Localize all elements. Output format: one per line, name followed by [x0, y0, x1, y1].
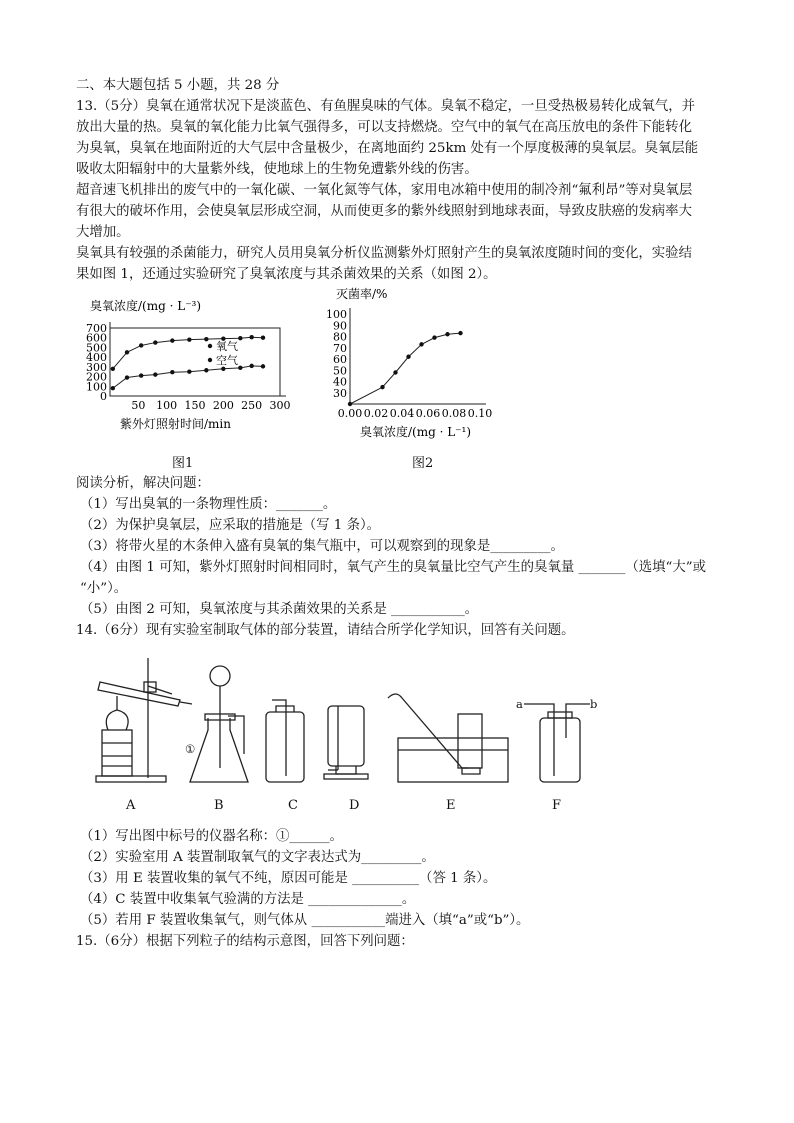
data-point: [419, 342, 423, 346]
apparatus-b: [190, 666, 248, 782]
x-axis-label: 紫外灯照射时间/min: [120, 417, 231, 431]
apparatus-label-f: F: [552, 798, 562, 813]
q13-sub-3: （3）将带火星的木条伸入盛有臭氧的集气瓶中，可以观察到的现象是_________。: [80, 539, 564, 554]
apparatus-label-c: C: [288, 798, 298, 813]
x-axis-label: 臭氧浓度/(mg · L⁻¹): [360, 425, 472, 439]
y-tick-label: 50: [333, 364, 347, 378]
data-point: [125, 350, 129, 354]
series-line: [350, 333, 461, 404]
data-point: [458, 331, 462, 335]
q14-stem: 14.（6分）现有实验室制取气体的部分装置，请结合所学化学知识，回答有关问题。: [76, 623, 575, 638]
x-tick-label: 0.06: [415, 407, 441, 420]
port-a-label: a: [516, 697, 523, 711]
y-tick-label: 400: [86, 351, 107, 365]
figure-1-chart: [80, 292, 300, 442]
y-tick-label: 60: [333, 353, 347, 366]
data-point: [380, 385, 384, 389]
q14-sub-1: （1）写出图中标号的仪器名称：①______。: [80, 829, 343, 844]
apparatus-f: [524, 704, 590, 782]
q13-line-5: 超音速飞机排出的废气中的一氧化碳、一氧化氮等气体，家用电冰箱中使用的制冷剂“氟利昂”等对臭氧层: [76, 183, 693, 198]
y-tick-label: 70: [333, 341, 347, 355]
data-point: [204, 368, 208, 372]
q13-sub-4: （4）由图 1 可知，紫外灯照射时间相同时，氧气产生的臭氧量比空气产生的臭氧量 _______（选填“大”或: [80, 560, 706, 575]
y-tick-label: 40: [333, 375, 347, 389]
q14-sub-4: （4）C 装置中收集氧气验满的方法是 ______________。: [80, 892, 416, 907]
y-tick-label: 90: [333, 319, 347, 333]
apparatus-label-a: A: [126, 798, 136, 813]
q14-sub-2: （2）实验室用 A 装置制取氧气的文字表达式为_________。: [80, 850, 435, 865]
data-point: [187, 370, 191, 374]
x-tick-label: 0.08: [441, 407, 467, 420]
plot-frame: [110, 328, 280, 396]
port-b-label: b: [590, 697, 598, 711]
x-tick-label: 0.02: [363, 407, 389, 420]
data-point: [221, 367, 225, 371]
y-tick-label: 300: [86, 360, 107, 374]
apparatus-label-b: B: [214, 798, 224, 813]
section-header: 二、本大题包括 5 小题，共 28 分: [76, 78, 280, 93]
data-point: [261, 364, 265, 368]
q13-sub-4b: “小”）。: [80, 581, 128, 596]
marker-1: ①: [185, 742, 196, 756]
apparatus-d: [324, 706, 368, 779]
q13-line-7: 大增加。: [76, 225, 130, 240]
y-tick-label: 200: [86, 370, 107, 384]
legend-marker: [208, 358, 212, 362]
y-tick-label: 600: [86, 331, 107, 345]
apparatus-c: [266, 700, 304, 782]
data-point: [170, 338, 174, 342]
x-tick-label: 50: [131, 399, 146, 412]
data-point: [249, 364, 253, 368]
data-point: [432, 335, 436, 339]
q13-line-8: 臭氧具有较强的杀菌能力，研究人员用臭氧分析仪监测紫外灯照射产生的臭氧浓度随时间的变化，实验结: [76, 246, 692, 261]
y-tick-label: 700: [86, 322, 107, 335]
y-tick-label: 30: [333, 386, 347, 400]
q13-line-3: 为臭氧，臭氧在地面附近的大气层中含量极少，在离地面约 25km 处有一个厚度极薄的臭氧层。臭氧层能: [76, 141, 699, 156]
apparatus-a: [96, 658, 192, 782]
x-tick-label: 300: [269, 399, 291, 412]
series-line: [113, 337, 263, 369]
q14-sub-3: （3）用 E 装置收集的氧气不纯，原因可能是 __________（答 1 条）。: [80, 871, 497, 886]
y-tick-label: 80: [333, 330, 347, 344]
x-tick-label: 100: [156, 399, 178, 412]
y-tick-label: 0: [100, 390, 107, 403]
data-point: [111, 386, 115, 390]
apparatus-label-d: D: [349, 798, 360, 813]
apparatus-e: [388, 694, 508, 782]
data-point: [406, 355, 410, 359]
data-point: [204, 337, 208, 341]
data-point: [348, 402, 352, 406]
x-tick-label: 150: [184, 399, 206, 412]
legend-marker: [208, 344, 212, 348]
q15-stem: 15.（6分）根据下列粒子的结构示意图，回答下列问题：: [76, 934, 414, 949]
data-point: [393, 370, 397, 374]
figure-2-caption: 图2: [412, 456, 434, 471]
q13-sub-1: （1）写出臭氧的一条物理性质：_______。: [80, 497, 337, 512]
x-tick-label: 0.00: [337, 407, 363, 420]
data-point: [238, 366, 242, 370]
data-point: [153, 340, 157, 344]
y-tick-label: 100: [86, 380, 107, 394]
data-point: [139, 343, 143, 347]
legend-label: 空气: [216, 354, 238, 367]
q13-line-2: 放出大量的热。臭氧的氧化能力比氧气强得多，可以支持燃烧。空气中的氧气在高压放电的条件下能转化: [76, 120, 692, 135]
data-point: [238, 336, 242, 340]
y-axis-label: 臭氧浓度/(mg · L⁻³): [90, 299, 202, 313]
x-tick-label: 0.04: [389, 407, 415, 420]
apparatus-diagram: [88, 648, 648, 818]
y-tick-label: 100: [326, 308, 347, 321]
legend-label: 氧气: [216, 340, 238, 353]
q13-sub-2: （2）为保护臭氧层，应采取的措施是（写 1 条）。: [80, 518, 381, 533]
q13-sub-5: （5）由图 2 可知，臭氧浓度与其杀菌效果的关系是 ___________。: [80, 602, 479, 617]
data-point: [153, 372, 157, 376]
figure-1-caption: 图1: [172, 456, 194, 471]
q13-line-4: 吸收太阳辐射中的大量紫外线，使地球上的生物免遭紫外线的伤害。: [76, 162, 478, 177]
data-point: [125, 375, 129, 379]
q14-sub-5: （5）若用 F 装置收集氧气，则气体从 ___________端进入（填“a”或“b”）。: [80, 913, 530, 928]
q13-read: 阅读分析，解决问题：: [76, 476, 210, 491]
data-point: [187, 337, 191, 341]
data-point: [170, 370, 174, 374]
y-axis-label: 灭菌率/%: [336, 287, 388, 301]
figure-2-chart: [300, 284, 520, 444]
data-point: [249, 335, 253, 339]
y-tick-label: 500: [86, 341, 107, 355]
data-point: [261, 336, 265, 340]
x-tick-label: 200: [212, 399, 234, 412]
apparatus-label-e: E: [446, 798, 456, 813]
x-tick-label: 0.10: [467, 407, 493, 420]
data-point: [445, 332, 449, 336]
data-point: [139, 373, 143, 377]
q13-line-1: 13.（5分）臭氧在通常状况下是淡蓝色、有鱼腥臭味的气体。臭氧不稳定，一旦受热极易转化成氧气，并: [76, 99, 695, 114]
data-point: [111, 367, 115, 371]
q13-line-9: 果如图 1，还通过实验研究了臭氧浓度与其杀菌效果的关系（如图 2）。: [76, 267, 497, 282]
q13-line-6: 有很大的破坏作用，会使臭氧层形成空洞，从而使更多的紫外线照射到地球表面，导致皮肤癌的发病率大: [76, 204, 692, 219]
x-tick-label: 250: [241, 399, 263, 412]
